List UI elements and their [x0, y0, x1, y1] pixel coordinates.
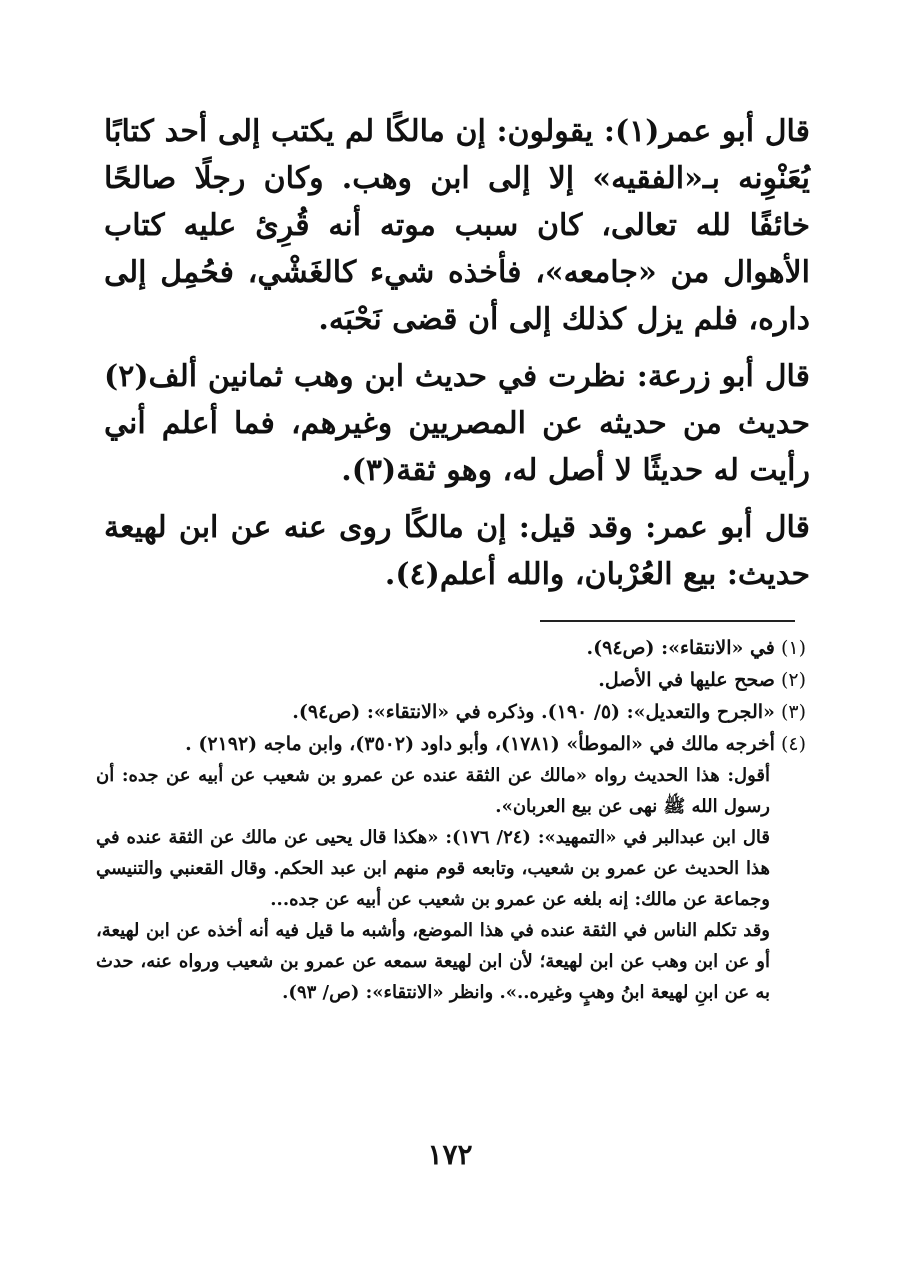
main-text	[104, 108, 810, 608]
footnote-number: (٤)	[780, 733, 806, 755]
footnote-4-detail: وقد تكلم الناس في الثقة عنده في هذا الموضع، وأشبه ما قيل فيه أنه أخذه عن ابن لهيعة، أو عن ابن وهب عن ابن لهيعة؛ لأن ابن لهيعة سمعه عن عمرو بن شعيب ورواه عنه، حدث به عن ابنِ لهيعة ابنُ وهبٍ وغيره..». وانظر «الانتقاء»: (ص/ ٩٣).	[96, 920, 770, 1003]
footnote-4	[96, 728, 806, 760]
footnote-text: في «الانتقاء»: (ص٩٤).	[586, 637, 775, 659]
footnote-4-detail: أقول: هذا الحديث رواه «مالك عن الثقة عنده عن عمرو بن شعيب عن أبيه عن جده: أن رسول الله ﷺ نهى عن بيع العربان».	[96, 765, 770, 817]
footnote-4-detail: قال ابن عبدالبر في «التمهيد»: (٢٤/ ١٧٦): «هكذا قال يحيى عن مالك عن الثقة عنده في هذا الحديث عن عمرو بن شعيب، وتابعه قوم منهم ابن عبد الحكم. وقال القعنبي والتنيسي وجماعة عن مالك: إنه بلغه عن عمرو بن شعيب عن أبيه عن جده...	[96, 827, 771, 910]
footnote-text: «الجرح والتعديل»: (٥/ ١٩٠). وذكره في «الانتقاء»: (ص٩٤).	[292, 701, 775, 723]
paragraph-3: قال أبو عمر: وقد قيل: إن مالكًا روى عنه عن ابن لهيعة حديث: بيع العُرْبان، والله أعلم(٤).	[104, 510, 810, 592]
footnote-number: (٢)	[780, 669, 806, 691]
footnote-divider	[540, 620, 795, 622]
footnote-3	[96, 696, 806, 728]
footnote-number: (٣)	[780, 701, 806, 723]
footnote-1	[96, 632, 806, 664]
footnote-2	[96, 664, 806, 696]
paragraph-1: قال أبو عمر(١): يقولون: إن مالكًا لم يكتب إلى أحد كتابًا يُعَنْوِنه بـ«الفقيه» إلا إلى ابن وهب. وكان رجلًا صالحًا خائفًا لله تعالى، كان سبب موته أنه قُرِئ عليه كتاب الأهوال من «جامعه»، فأخذه شيء كالغَشْي، فحُمِل إلى داره، فلم يزل كذلك إلى أن قضى نَحْبَه.	[104, 114, 811, 337]
paragraph-2: قال أبو زرعة: نظرت في حديث ابن وهب ثمانين ألف(٢) حديث من حديثه عن المصريين وغيرهم، فما أعلم أني رأيت له حديثًا لا أصل له، وهو ثقة(٣).	[104, 359, 810, 488]
page-number: ١٧٢	[427, 1138, 473, 1171]
footnote-text: أخرجه مالك في «الموطأ» (١٧٨١)، وأبو داود (٣٥٠٢)، وابن ماجه (٢١٩٢) .	[185, 733, 775, 755]
footnote-text: صحح عليها في الأصل.	[598, 669, 775, 691]
footnote-number: (١)	[780, 637, 806, 659]
footnotes	[96, 632, 806, 1008]
